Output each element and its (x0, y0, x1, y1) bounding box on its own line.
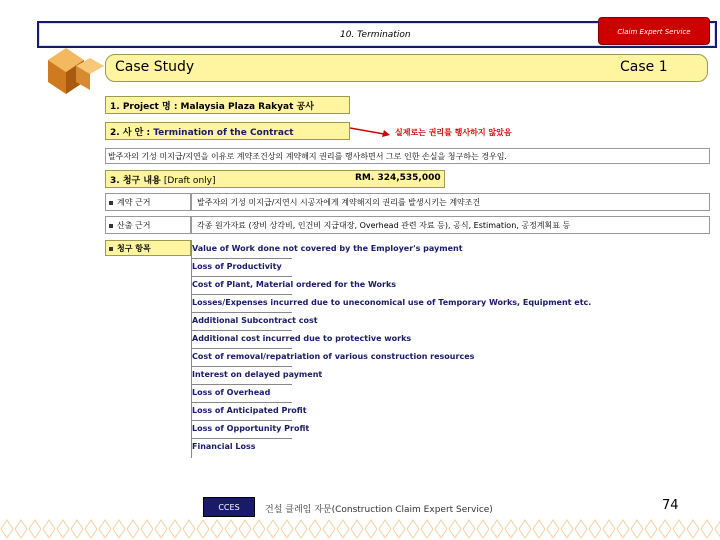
claim-draft: [Draft only] (163, 176, 216, 186)
subject-key: 2. 사 안 : (110, 128, 151, 138)
item-separator (192, 330, 292, 331)
item-separator (192, 276, 292, 277)
item-separator (192, 294, 292, 295)
item-separator (192, 420, 292, 421)
claim-item: Additional cost incurred due to protective works (192, 334, 412, 343)
summary-text: 발주자의 기성 미지급/지연을 이유로 계약조건상의 계약해지 권리를 행사하면서 그로 인한 손실을 청구하는 경우임. (108, 152, 507, 161)
claim-items-key (109, 243, 151, 254)
cces-logo: CCES (203, 497, 255, 517)
case-study-label: Case Study (115, 59, 195, 75)
claim-item: Cost of removal/repatriation of various construction resources (192, 352, 475, 361)
row-key-text: 계약 근거 (117, 198, 151, 207)
claim-item: Loss of Overhead (192, 388, 271, 397)
page-number: 74 (662, 498, 679, 513)
case-number: Case 1 (620, 59, 668, 75)
item-separator (192, 348, 292, 349)
subject-value: Termination of the Contract (153, 128, 294, 138)
claim-item: Financial Loss (192, 442, 256, 451)
item-separator (192, 312, 292, 313)
subject-label (110, 125, 294, 138)
row-key (109, 197, 150, 208)
claim-amount: RM. 324,535,000 (355, 173, 441, 183)
note-text: 실제로는 권리를 행사하지 않았음 (395, 128, 512, 137)
cube-logo-icon (46, 42, 108, 98)
claim-item: Loss of Opportunity Profit (192, 424, 310, 433)
row-key-text: 산출 근거 (117, 221, 151, 230)
section-title: 10. Termination (340, 30, 411, 40)
claim-item: Additional Subcontract cost (192, 316, 318, 325)
claim-label (110, 173, 215, 186)
claim-key: 3. 청구 내용 (110, 176, 161, 186)
row-value: 각종 원가자료 (장비 상각비, 인건비 지급대장, Overhead 관련 자료 등), 공식, Estimation, 공정계획표 등 (197, 221, 571, 230)
claim-item: Loss of Productivity (192, 262, 282, 271)
item-separator (192, 384, 292, 385)
claim-item: Cost of Plant, Material ordered for the Works (192, 280, 397, 289)
item-separator (192, 438, 292, 439)
footer-pattern (0, 518, 720, 540)
case-banner (105, 54, 708, 82)
claim-item: Value of Work done not covered by the Employer's payment (192, 244, 463, 253)
footer-text: 건설 클레임 자문(Construction Claim Expert Service) (265, 505, 493, 515)
item-separator (192, 366, 292, 367)
project-label: 1. Project 명 : Malaysia Plaza Rakyat 공사 (110, 102, 314, 112)
claim-item: Losses/Expenses incurred due to uneconomical use of Temporary Works, Equipment etc. (192, 298, 592, 307)
claim-items-key-text: 청구 항목 (117, 244, 151, 253)
claim-item: Loss of Anticipated Profit (192, 406, 307, 415)
expert-service-tag: Claim Expert Service (598, 17, 710, 45)
item-separator (192, 258, 292, 259)
row-key (109, 220, 150, 231)
note-arrow-icon (350, 124, 390, 140)
claim-item: Interest on delayed payment (192, 370, 323, 379)
row-value: 발주자의 기성 미지급/지연시 시공자에게 계약해지의 권리를 발생시키는 계약조건 (197, 198, 481, 207)
item-separator (192, 402, 292, 403)
